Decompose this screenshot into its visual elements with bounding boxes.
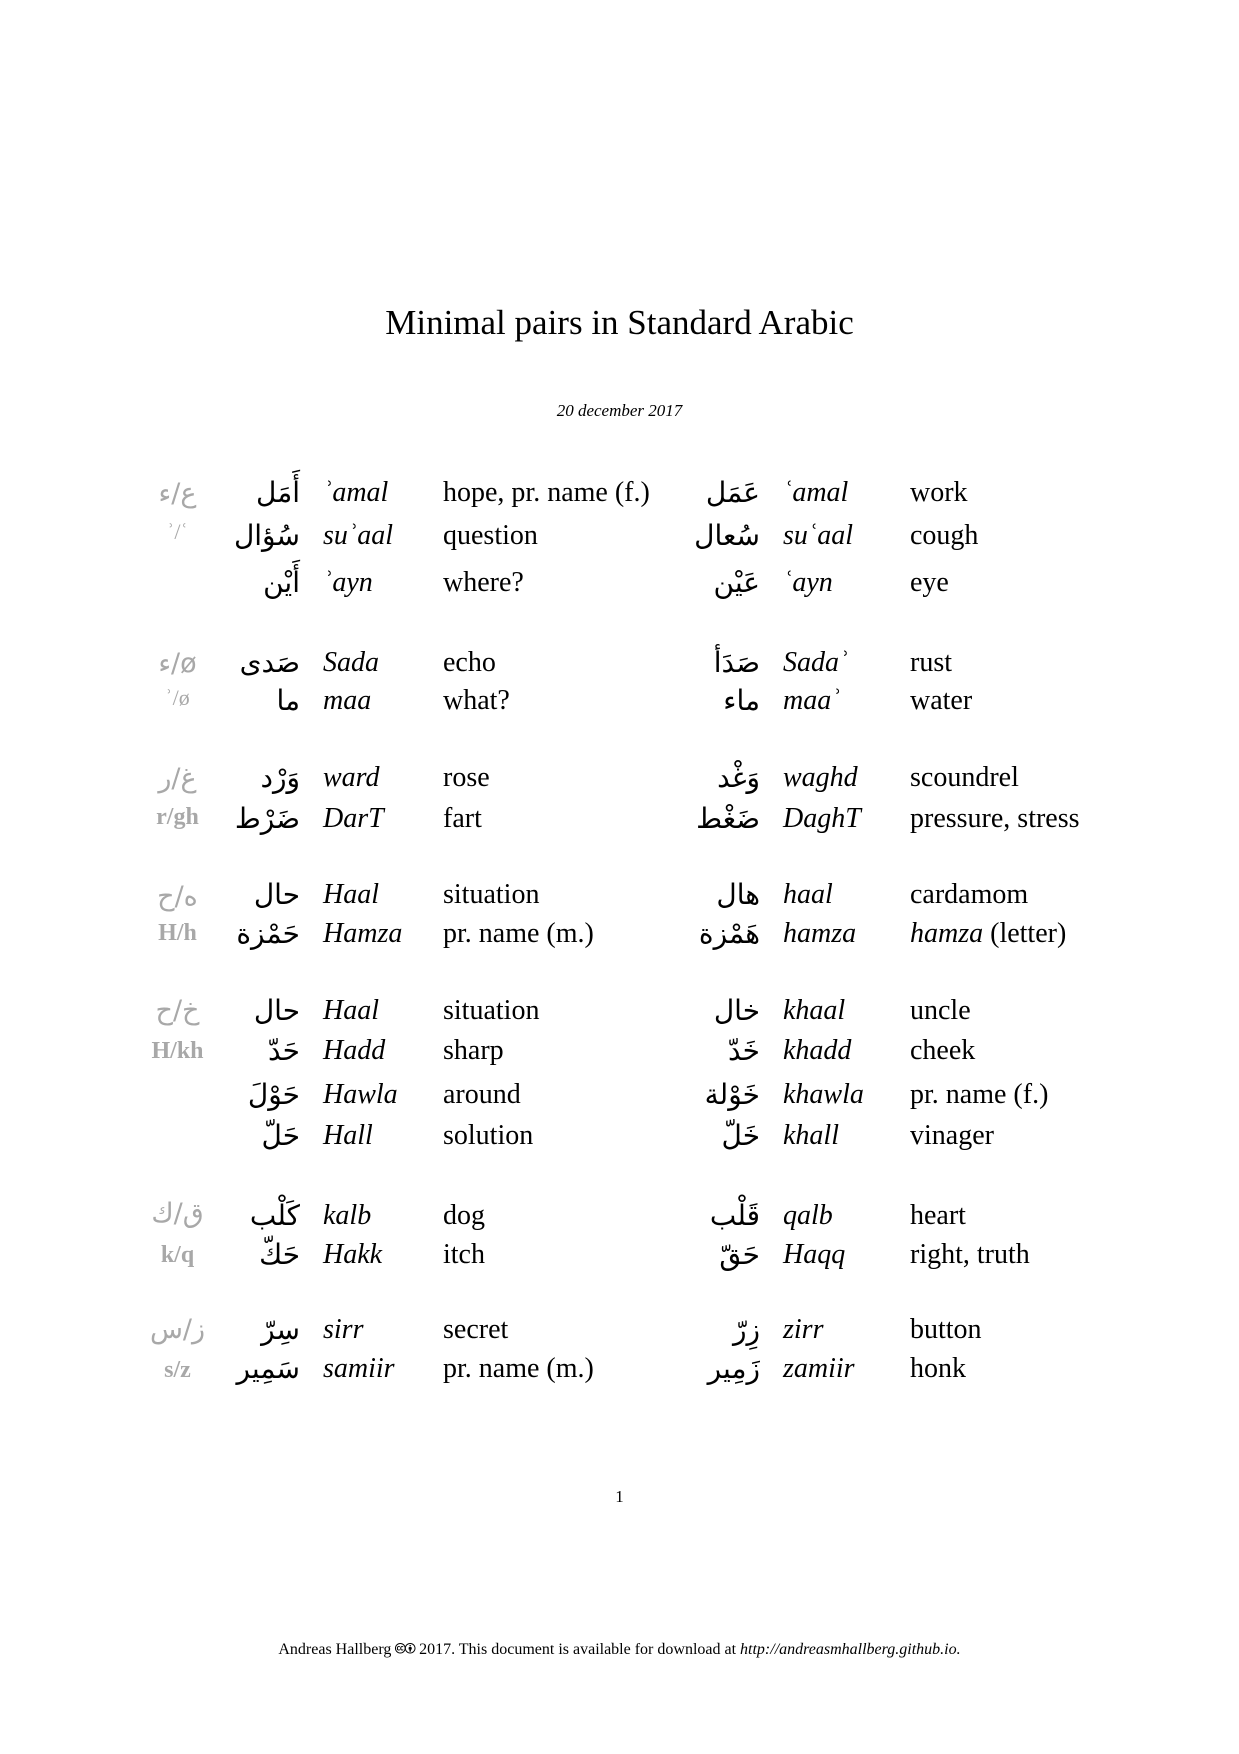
english-gloss-text: pr. name (f.) [910, 1079, 1049, 1110]
transliteration: kalb [323, 1200, 372, 1231]
english-gloss: sharp [443, 1035, 504, 1066]
arabic-word: سِرّ [261, 1313, 300, 1346]
english-gloss [910, 1238, 1030, 1272]
transliteration: maa [323, 685, 372, 716]
transliteration: sirr [323, 1314, 364, 1345]
english-gloss-text: honk [910, 1353, 966, 1384]
arabic-word: ضَغْط [696, 802, 760, 835]
arabic-word: حَقّ [719, 1238, 760, 1271]
pair-label-arabic: ه/ح [157, 881, 198, 912]
english-gloss [910, 1078, 1048, 1112]
english-gloss [910, 1034, 975, 1068]
transliteration: ʾayn [323, 567, 373, 598]
english-gloss: pr. name (m.) [443, 918, 594, 949]
english-gloss-text: heart [910, 1200, 966, 1231]
english-gloss: pr. name (m.) [443, 1353, 594, 1384]
english-gloss-text: right, truth [910, 1239, 1030, 1270]
arabic-word: خال [713, 994, 760, 1027]
english-gloss-text: button [910, 1314, 982, 1345]
english-gloss-text: rust [910, 647, 952, 678]
english-gloss-text: work [910, 477, 968, 508]
transliteration: zirr [783, 1314, 824, 1345]
english-gloss-text: cough [910, 520, 979, 551]
transliteration: Haal [323, 995, 379, 1026]
arabic-word: خَوْلة [704, 1078, 760, 1111]
arabic-word: هَمْزة [698, 917, 760, 950]
english-gloss [910, 1313, 982, 1347]
arabic-word: ماء [723, 684, 760, 717]
arabic-word: صَدَأ [713, 646, 760, 679]
document-date: 20 december 2017 [556, 401, 683, 420]
pair-label-latin: r/gh [156, 804, 199, 830]
english-gloss-text: scoundrel [910, 762, 1019, 793]
cc-license-icon: 🅭🅯 [395, 1641, 416, 1658]
english-gloss [910, 1352, 966, 1386]
transliteration: maaʾ [783, 685, 841, 716]
arabic-word: وَغْد [717, 761, 760, 794]
english-gloss: rose [443, 762, 490, 793]
transliteration: DaghT [783, 803, 861, 834]
arabic-word: وَرْد [260, 761, 300, 794]
transliteration: hamza [783, 918, 857, 949]
pair-label-latin: H/kh [151, 1038, 204, 1064]
pair-label-arabic: ز/س [149, 1314, 206, 1345]
pair-label-latin: ʾ/ʿ [167, 519, 188, 544]
arabic-word: زَمِير [707, 1352, 760, 1385]
transliteration: Hawla [323, 1079, 398, 1110]
transliteration: Hall [323, 1120, 373, 1151]
arabic-word: خَلّ [721, 1119, 760, 1152]
english-gloss: situation [443, 995, 540, 1026]
english-gloss: secret [443, 1314, 509, 1345]
english-gloss-text: cardamom [910, 879, 1029, 910]
arabic-word: سَمِير [236, 1352, 300, 1385]
english-gloss [910, 761, 1019, 795]
footer-text: 2017. This document is available for download at [419, 1641, 737, 1658]
arabic-word: حَوْلَ [247, 1078, 300, 1111]
english-gloss: solution [443, 1120, 534, 1151]
transliteration: waghd [783, 762, 858, 793]
english-gloss: situation [443, 879, 540, 910]
transliteration: khall [783, 1120, 839, 1151]
english-gloss [910, 878, 1028, 912]
transliteration: Haal [323, 879, 379, 910]
transliteration: ʿayn [783, 567, 833, 598]
arabic-word: حَكّ [259, 1238, 300, 1271]
pair-label-latin: s/z [164, 1357, 191, 1383]
pair-label-arabic: ء/ø [158, 648, 197, 679]
english-gloss: itch [443, 1239, 485, 1270]
arabic-word: ما [276, 684, 300, 717]
arabic-word: حال [253, 994, 300, 1027]
transliteration: Hamza [323, 918, 403, 949]
transliteration: samiir [323, 1353, 395, 1384]
transliteration: qalb [783, 1200, 833, 1231]
transliteration: khawla [783, 1079, 864, 1110]
document-title: Minimal pairs in Standard Arabic [385, 303, 854, 342]
transliteration: Sada [323, 647, 379, 678]
arabic-word: قَلْب [709, 1199, 760, 1232]
footer-author: Andreas Hallberg [278, 1641, 392, 1658]
transliteration: ward [323, 762, 380, 793]
english-gloss [910, 519, 978, 553]
english-gloss [910, 917, 1066, 951]
arabic-word: سُعال [694, 519, 760, 552]
arabic-word: حَدّ [267, 1034, 300, 1067]
english-gloss-text: eye [910, 567, 949, 598]
pair-label-latin: H/h [158, 920, 197, 946]
page-number: 1 [615, 1487, 624, 1506]
transliteration: ʾamal [323, 477, 389, 508]
arabic-word: عَيْن [713, 566, 760, 599]
transliteration: khaal [783, 995, 846, 1026]
english-gloss: what? [443, 685, 510, 716]
footer [0, 1640, 1239, 1660]
transliteration: khadd [783, 1035, 852, 1066]
transliteration: Haqq [783, 1239, 846, 1270]
transliteration: DarT [323, 803, 384, 834]
english-gloss-text: pressure, stress [910, 803, 1080, 834]
arabic-word: ضَرْط [234, 802, 300, 835]
pair-label-latin: ʾ/ø [165, 685, 190, 710]
arabic-word: هال [716, 878, 760, 911]
english-gloss-italic: hamza [910, 918, 984, 949]
arabic-word: صَدى [239, 646, 300, 679]
english-gloss [910, 566, 949, 600]
english-gloss-text: (letter) [990, 918, 1067, 949]
english-gloss: hope, pr. name (f.) [443, 477, 650, 508]
pair-label-arabic: خ/ح [155, 995, 200, 1026]
pair-label-latin: k/q [160, 1242, 195, 1268]
transliteration: haal [783, 879, 833, 910]
english-gloss-text: uncle [910, 995, 971, 1026]
footer-link[interactable]: http://andreasmhallberg.github.io. [740, 1641, 961, 1658]
pair-label-arabic: غ/ر [158, 763, 197, 794]
arabic-word: عَمَل [705, 476, 760, 509]
english-gloss: echo [443, 647, 496, 678]
arabic-word: حال [253, 878, 300, 911]
transliteration: Sadaʾ [783, 647, 849, 678]
transliteration: Hadd [323, 1035, 386, 1066]
english-gloss [910, 802, 1080, 836]
arabic-word: زِرّ [732, 1313, 760, 1346]
english-gloss [910, 684, 972, 718]
pair-label-arabic: ع/ء [158, 478, 197, 509]
english-gloss [910, 646, 952, 680]
english-gloss: around [443, 1079, 521, 1110]
arabic-word: سُؤال [233, 519, 300, 552]
arabic-word: أَيْن [263, 566, 300, 599]
english-gloss [910, 994, 971, 1028]
transliteration: Hakk [323, 1239, 383, 1270]
transliteration: suʾaal [323, 520, 393, 551]
english-gloss: where? [443, 567, 524, 598]
english-gloss: dog [443, 1200, 485, 1231]
english-gloss-text: water [910, 685, 973, 716]
english-gloss-text: vinager [910, 1120, 994, 1151]
transliteration: suʿaal [783, 520, 853, 551]
arabic-word: خَدّ [727, 1034, 760, 1067]
transliteration: ʿamal [783, 477, 849, 508]
pair-label-arabic: ق/ك [151, 1198, 204, 1229]
arabic-word: حَمْزة [236, 917, 300, 950]
english-gloss [910, 1199, 966, 1233]
arabic-word: كَلْب [249, 1199, 300, 1232]
english-gloss [910, 1119, 994, 1153]
transliteration: zamiir [783, 1353, 855, 1384]
english-gloss: question [443, 520, 538, 551]
english-gloss-text: cheek [910, 1035, 976, 1066]
arabic-word: حَلّ [261, 1119, 300, 1152]
english-gloss [910, 476, 968, 510]
arabic-word: أَمَل [256, 476, 300, 509]
english-gloss: fart [443, 803, 482, 834]
